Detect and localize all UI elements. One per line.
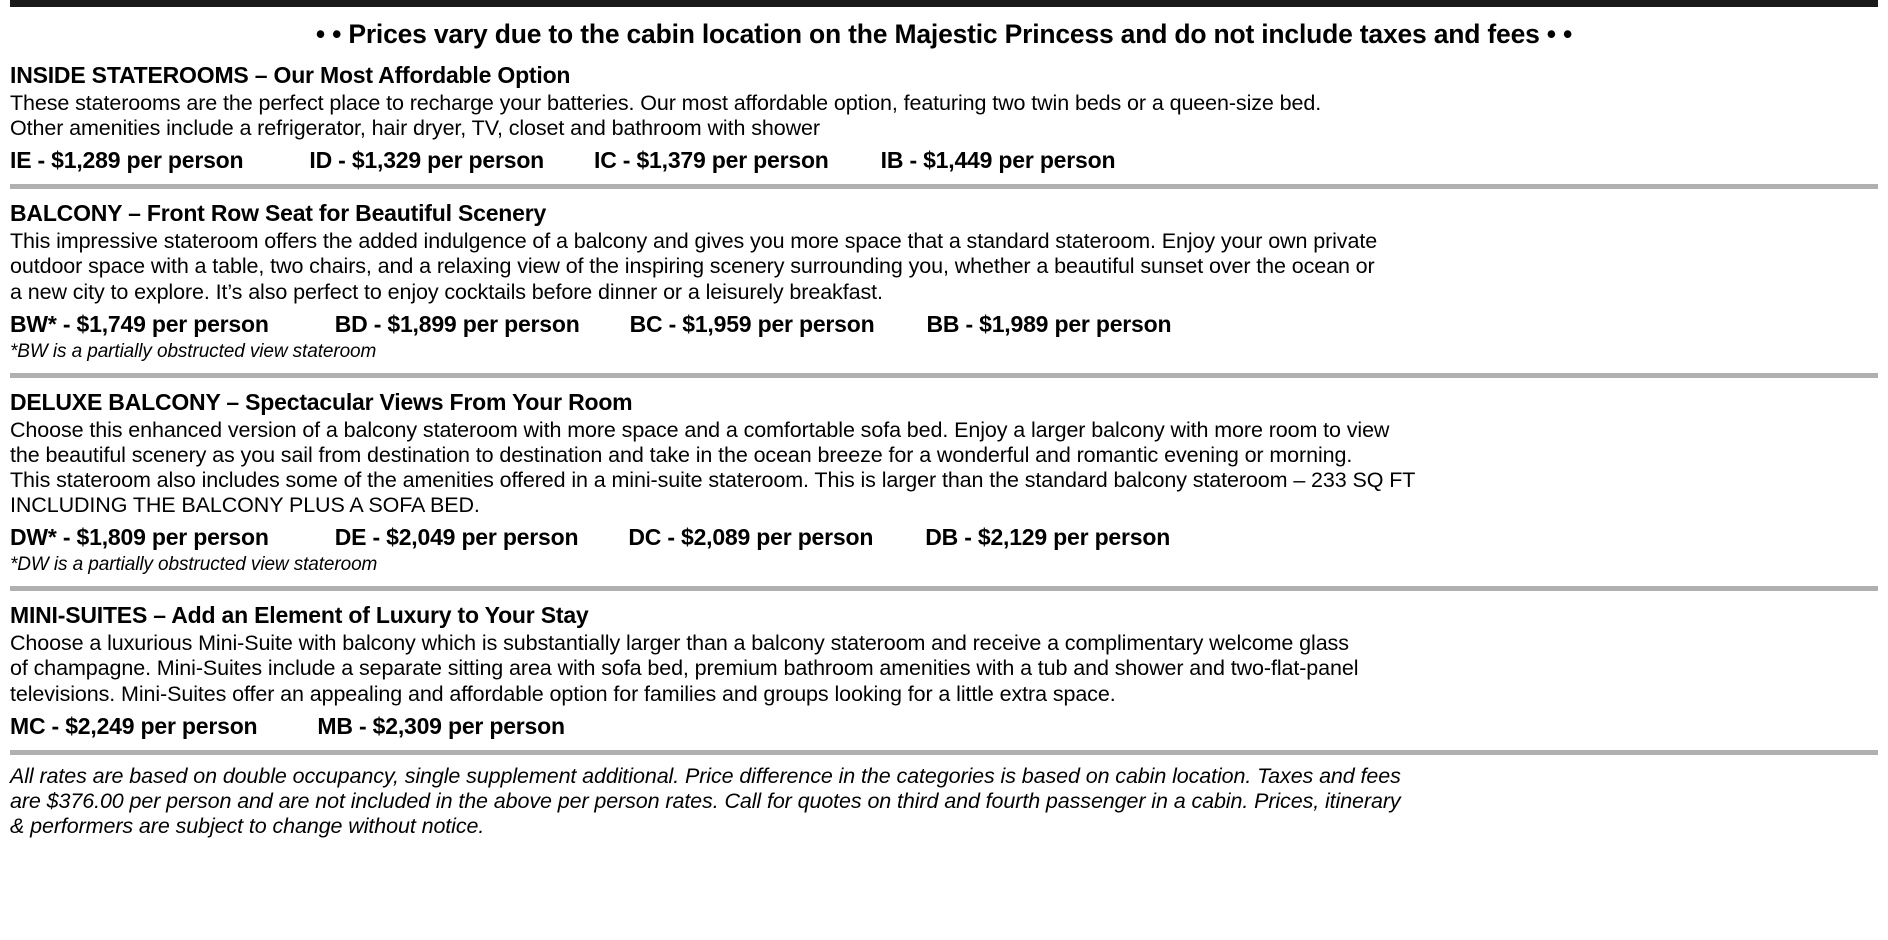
section-balcony — [10, 198, 1878, 362]
section-body — [10, 418, 1878, 519]
banner-notice: • • Prices vary due to the cabin location on the Majestic Princess and do not include taxes and fees • • — [315, 19, 1573, 49]
section-deluxe-balcony — [10, 387, 1878, 577]
section-divider — [10, 373, 1878, 378]
price-item: DB - $2,129 per person — [925, 524, 1171, 551]
section-title: INSIDE STATEROOMS – Our Most Affordable Option — [10, 62, 571, 88]
price-item: ID - $1,329 per person — [309, 147, 545, 174]
price-item: BB - $1,989 per person — [926, 310, 1172, 337]
section-body — [10, 631, 1878, 706]
legal-line: All rates are based on double occupancy, single supplement additional. Price difference in the categories is based on cabin location. Taxes and fees — [10, 763, 1401, 788]
body-line: These staterooms are the perfect place to recharge your batteries. Our most affordable option, featuring two twin beds or a queen-size bed. — [10, 91, 1322, 115]
price-row — [10, 311, 1878, 338]
section-divider — [10, 184, 1878, 189]
price-item: IC - $1,379 per person — [594, 147, 829, 174]
price-item: MB - $2,309 per person — [317, 712, 565, 739]
legal-line: & performers are subject to change without notice. — [10, 813, 485, 838]
flyer-content — [0, 7, 1888, 839]
body-line: televisions. Mini-Suites offer an appealing and affordable option for families and groups looking for a little extra space. — [10, 681, 1116, 706]
body-line: the beautiful scenery as you sail from destination to destination and take in the ocean breeze for a wonderful and romantic evening or morning. — [10, 442, 1353, 467]
price-item: DW* - $1,809 per person — [10, 524, 269, 551]
body-line: This impressive stateroom offers the added indulgence of a balcony and gives you more space that a standard stateroom. Enjoy your own private — [10, 229, 1378, 254]
legal-line: are $376.00 per person and are not included in the above per person rates. Call for quotes on third and fourth passenger in a cabin. Prices, itinerary — [10, 788, 1401, 813]
section-title: BALCONY – Front Row Seat for Beautiful Scenery — [10, 200, 547, 227]
section-body — [10, 229, 1878, 304]
price-item: IB - $1,449 per person — [880, 147, 1116, 174]
body-line: INCLUDING THE BALCONY PLUS A SOFA BED. — [10, 493, 480, 518]
top-rule — [10, 0, 1878, 7]
price-item: MC - $2,249 per person — [10, 712, 258, 739]
section-divider — [10, 750, 1878, 755]
price-item: BC - $1,959 per person — [629, 310, 875, 337]
legal-disclaimer — [10, 764, 1878, 839]
section-footnote: *BW is a partially obstructed view stateroom — [10, 340, 377, 362]
price-row — [10, 713, 1878, 740]
body-line: Choose a luxurious Mini-Suite with balcony which is substantially larger than a balcony stateroom and receive a complimentary welcome glass — [10, 631, 1349, 656]
body-line: Choose this enhanced version of a balcony stateroom with more space and a comfortable sofa bed. Enjoy a larger balcony with more room to view — [10, 417, 1390, 442]
price-row — [10, 147, 1878, 174]
body-line: This stateroom also includes some of the amenities offered in a mini-suite stateroom. This is larger than the standard balcony stateroom – 233 SQ FT — [10, 467, 1416, 492]
section-footnote: *DW is a partially obstructed view stateroom — [10, 554, 378, 576]
section-divider — [10, 586, 1878, 591]
price-item: BW* - $1,749 per person — [10, 310, 269, 337]
body-line: a new city to explore. It’s also perfect to enjoy cocktails before dinner or a leisurely breakfast. — [10, 279, 883, 304]
section-body — [10, 91, 1878, 141]
price-row — [10, 524, 1878, 551]
section-mini-suites — [10, 600, 1878, 739]
price-item: BD - $1,899 per person — [334, 310, 580, 337]
section-title: MINI-SUITES – Add an Element of Luxury to Your Stay — [10, 602, 589, 629]
price-item: DE - $2,049 per person — [334, 524, 579, 551]
body-line: of champagne. Mini-Suites include a separate sitting area with sofa bed, premium bathroom amenities with a tub and shower and two-flat-panel — [10, 656, 1359, 681]
price-item: IE - $1,289 per person — [10, 147, 244, 174]
section-inside-staterooms — [10, 60, 1878, 174]
body-line: outdoor space with a table, two chairs, and a relaxing view of the inspiring scenery surrounding you, whether a beautiful sunset over the ocean or — [10, 254, 1375, 279]
price-item: DC - $2,089 per person — [628, 524, 874, 551]
section-title: DELUXE BALCONY – Spectacular Views From Your Room — [10, 388, 633, 415]
body-line: Other amenities include a refrigerator, hair dryer, TV, closet and bathroom with shower — [10, 116, 820, 141]
